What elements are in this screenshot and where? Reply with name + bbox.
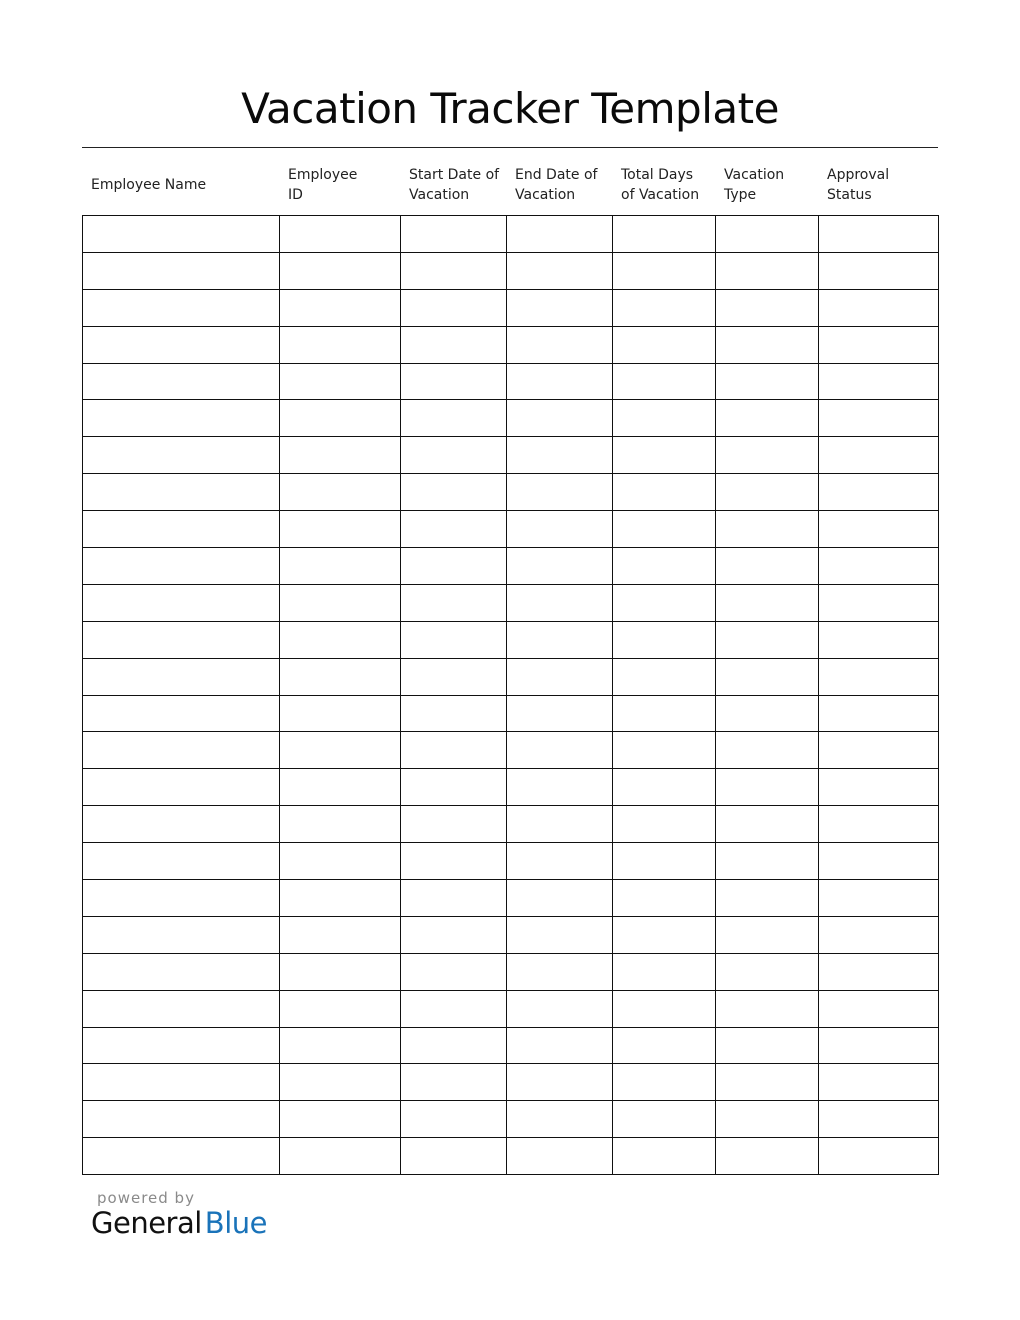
cell-total-days[interactable] — [613, 363, 716, 400]
cell-approval-status[interactable] — [819, 548, 939, 585]
table-row — [83, 216, 939, 253]
cell-vacation-type[interactable] — [716, 806, 819, 843]
cell-employee-name[interactable] — [83, 695, 280, 732]
cell-employee-id[interactable] — [280, 1064, 401, 1101]
cell-approval-status[interactable] — [819, 1101, 939, 1138]
table-row — [83, 1138, 939, 1175]
cell-vacation-type[interactable] — [716, 1138, 819, 1175]
cell-approval-status[interactable] — [819, 216, 939, 253]
header-text: Employee — [288, 167, 358, 183]
cell-total-days[interactable] — [613, 1027, 716, 1064]
cell-employee-name[interactable] — [83, 548, 280, 585]
header-text: Type — [724, 187, 757, 203]
cell-employee-id[interactable] — [280, 437, 401, 474]
cell-approval-status[interactable] — [819, 916, 939, 953]
table-row — [83, 1101, 939, 1138]
cell-start-date[interactable] — [401, 1138, 507, 1175]
table-row — [83, 400, 939, 437]
cell-employee-id[interactable] — [280, 843, 401, 880]
cell-end-date[interactable] — [507, 548, 613, 585]
cell-approval-status[interactable] — [819, 1138, 939, 1175]
table-row — [83, 363, 939, 400]
cell-start-date[interactable] — [401, 658, 507, 695]
cell-approval-status[interactable] — [819, 732, 939, 769]
cell-approval-status[interactable] — [819, 474, 939, 511]
cell-total-days[interactable] — [613, 953, 716, 990]
powered-by-text: powered by — [97, 1189, 195, 1207]
cell-start-date[interactable] — [401, 1064, 507, 1101]
cell-employee-name[interactable] — [83, 584, 280, 621]
cell-total-days[interactable] — [613, 216, 716, 253]
cell-vacation-type[interactable] — [716, 511, 819, 548]
cell-start-date[interactable] — [401, 1101, 507, 1138]
table-row — [83, 621, 939, 658]
cell-end-date[interactable] — [507, 216, 613, 253]
table-header — [82, 160, 938, 210]
cell-employee-name[interactable] — [83, 990, 280, 1027]
header-text: Vacation — [724, 167, 785, 183]
cell-vacation-type[interactable] — [716, 363, 819, 400]
header-text: of Vacation — [621, 187, 700, 203]
cell-total-days[interactable] — [613, 843, 716, 880]
cell-employee-id[interactable] — [280, 1101, 401, 1138]
logo-general: General — [91, 1206, 202, 1240]
logo-blue: Blue — [204, 1206, 267, 1240]
cell-start-date[interactable] — [401, 252, 507, 289]
cell-end-date[interactable] — [507, 658, 613, 695]
cell-approval-status[interactable] — [819, 843, 939, 880]
cell-start-date[interactable] — [401, 916, 507, 953]
cell-total-days[interactable] — [613, 474, 716, 511]
cell-total-days[interactable] — [613, 252, 716, 289]
cell-employee-id[interactable] — [280, 732, 401, 769]
cell-end-date[interactable] — [507, 621, 613, 658]
cell-start-date[interactable] — [401, 806, 507, 843]
cell-approval-status[interactable] — [819, 326, 939, 363]
cell-employee-id[interactable] — [280, 252, 401, 289]
cell-employee-id[interactable] — [280, 880, 401, 917]
cell-start-date[interactable] — [401, 289, 507, 326]
cell-employee-name[interactable] — [83, 474, 280, 511]
cell-end-date[interactable] — [507, 732, 613, 769]
cell-employee-name[interactable] — [83, 880, 280, 917]
cell-total-days[interactable] — [613, 695, 716, 732]
cell-employee-id[interactable] — [280, 326, 401, 363]
cell-total-days[interactable] — [613, 1064, 716, 1101]
cell-start-date[interactable] — [401, 548, 507, 585]
cell-total-days[interactable] — [613, 769, 716, 806]
cell-start-date[interactable] — [401, 953, 507, 990]
cell-employee-name[interactable] — [83, 252, 280, 289]
cell-start-date[interactable] — [401, 880, 507, 917]
table-row — [83, 953, 939, 990]
cell-employee-name[interactable] — [83, 1027, 280, 1064]
cell-vacation-type[interactable] — [716, 990, 819, 1027]
cell-employee-id[interactable] — [280, 621, 401, 658]
cell-end-date[interactable] — [507, 474, 613, 511]
cell-employee-name[interactable] — [83, 658, 280, 695]
cell-employee-id[interactable] — [280, 806, 401, 843]
table-row — [83, 843, 939, 880]
cell-total-days[interactable] — [613, 990, 716, 1027]
cell-employee-id[interactable] — [280, 658, 401, 695]
cell-vacation-type[interactable] — [716, 658, 819, 695]
cell-approval-status[interactable] — [819, 1064, 939, 1101]
table-row — [83, 769, 939, 806]
table-row — [83, 252, 939, 289]
table-row — [83, 880, 939, 917]
cell-approval-status[interactable] — [819, 511, 939, 548]
cell-employee-id[interactable] — [280, 953, 401, 990]
cell-vacation-type[interactable] — [716, 252, 819, 289]
cell-end-date[interactable] — [507, 1101, 613, 1138]
cell-employee-id[interactable] — [280, 216, 401, 253]
cell-vacation-type[interactable] — [716, 732, 819, 769]
cell-approval-status[interactable] — [819, 363, 939, 400]
cell-vacation-type[interactable] — [716, 326, 819, 363]
header-text: Start Date of — [409, 167, 500, 183]
column-header-vacation-type — [724, 160, 824, 210]
table-row — [83, 695, 939, 732]
cell-approval-status[interactable] — [819, 252, 939, 289]
cell-employee-id[interactable] — [280, 511, 401, 548]
cell-approval-status[interactable] — [819, 1027, 939, 1064]
table-row — [83, 326, 939, 363]
cell-total-days[interactable] — [613, 1101, 716, 1138]
table-row — [83, 289, 939, 326]
cell-employee-name[interactable] — [83, 326, 280, 363]
cell-start-date[interactable] — [401, 1027, 507, 1064]
table-row — [83, 511, 939, 548]
cell-approval-status[interactable] — [819, 880, 939, 917]
cell-approval-status[interactable] — [819, 437, 939, 474]
cell-employee-name[interactable] — [83, 769, 280, 806]
table-row — [83, 732, 939, 769]
cell-end-date[interactable] — [507, 769, 613, 806]
cell-start-date[interactable] — [401, 732, 507, 769]
cell-vacation-type[interactable] — [716, 916, 819, 953]
cell-start-date[interactable] — [401, 474, 507, 511]
title-divider — [82, 147, 938, 148]
cell-end-date[interactable] — [507, 880, 613, 917]
table-row — [83, 916, 939, 953]
cell-employee-name[interactable] — [83, 732, 280, 769]
cell-employee-id[interactable] — [280, 289, 401, 326]
cell-employee-id[interactable] — [280, 474, 401, 511]
cell-start-date[interactable] — [401, 695, 507, 732]
table-row — [83, 658, 939, 695]
table-row — [83, 990, 939, 1027]
cell-approval-status[interactable] — [819, 695, 939, 732]
cell-employee-name[interactable] — [83, 843, 280, 880]
cell-start-date[interactable] — [401, 400, 507, 437]
cell-employee-name[interactable] — [83, 437, 280, 474]
table-row — [83, 548, 939, 585]
cell-end-date[interactable] — [507, 400, 613, 437]
cell-start-date[interactable] — [401, 621, 507, 658]
cell-total-days[interactable] — [613, 658, 716, 695]
cell-start-date[interactable] — [401, 511, 507, 548]
header-text: Employee Name — [91, 177, 207, 193]
cell-end-date[interactable] — [507, 289, 613, 326]
cell-employee-name[interactable] — [83, 953, 280, 990]
cell-employee-name[interactable] — [83, 1101, 280, 1138]
header-text: End Date of — [515, 167, 598, 183]
cell-end-date[interactable] — [507, 806, 613, 843]
column-header-start-date — [409, 160, 509, 210]
cell-vacation-type[interactable] — [716, 437, 819, 474]
cell-end-date[interactable] — [507, 437, 613, 474]
cell-total-days[interactable] — [613, 289, 716, 326]
cell-approval-status[interactable] — [819, 769, 939, 806]
cell-start-date[interactable] — [401, 437, 507, 474]
cell-total-days[interactable] — [613, 1138, 716, 1175]
cell-employee-id[interactable] — [280, 769, 401, 806]
cell-total-days[interactable] — [613, 326, 716, 363]
table-body — [83, 216, 939, 1175]
header-text: Status — [827, 187, 872, 203]
cell-employee-name[interactable] — [83, 216, 280, 253]
cell-employee-name[interactable] — [83, 1064, 280, 1101]
cell-start-date[interactable] — [401, 990, 507, 1027]
cell-end-date[interactable] — [507, 326, 613, 363]
header-text: Total Days — [621, 167, 694, 183]
cell-end-date[interactable] — [507, 843, 613, 880]
cell-end-date[interactable] — [507, 511, 613, 548]
cell-employee-id[interactable] — [280, 1027, 401, 1064]
cell-vacation-type[interactable] — [716, 474, 819, 511]
cell-approval-status[interactable] — [819, 806, 939, 843]
cell-end-date[interactable] — [507, 916, 613, 953]
column-header-total-days — [621, 160, 721, 210]
cell-approval-status[interactable] — [819, 990, 939, 1027]
cell-employee-id[interactable] — [280, 363, 401, 400]
cell-total-days[interactable] — [613, 806, 716, 843]
cell-end-date[interactable] — [507, 252, 613, 289]
cell-vacation-type[interactable] — [716, 289, 819, 326]
cell-employee-name[interactable] — [83, 289, 280, 326]
header-text: Vacation — [515, 187, 576, 203]
cell-total-days[interactable] — [613, 916, 716, 953]
cell-employee-id[interactable] — [280, 916, 401, 953]
cell-total-days[interactable] — [613, 732, 716, 769]
cell-employee-id[interactable] — [280, 695, 401, 732]
cell-employee-id[interactable] — [280, 400, 401, 437]
cell-employee-id[interactable] — [280, 584, 401, 621]
cell-vacation-type[interactable] — [716, 880, 819, 917]
cell-end-date[interactable] — [507, 1138, 613, 1175]
cell-vacation-type[interactable] — [716, 1027, 819, 1064]
header-text: ID — [288, 187, 303, 203]
cell-approval-status[interactable] — [819, 289, 939, 326]
generalblue-logo — [91, 1206, 267, 1240]
cell-vacation-type[interactable] — [716, 1064, 819, 1101]
column-header-approval-status — [827, 160, 937, 210]
cell-employee-id[interactable] — [280, 548, 401, 585]
cell-approval-status[interactable] — [819, 400, 939, 437]
table-row — [83, 806, 939, 843]
cell-vacation-type[interactable] — [716, 769, 819, 806]
cell-end-date[interactable] — [507, 1027, 613, 1064]
cell-approval-status[interactable] — [819, 658, 939, 695]
cell-start-date[interactable] — [401, 326, 507, 363]
cell-start-date[interactable] — [401, 843, 507, 880]
cell-total-days[interactable] — [613, 621, 716, 658]
cell-vacation-type[interactable] — [716, 695, 819, 732]
cell-end-date[interactable] — [507, 953, 613, 990]
cell-total-days[interactable] — [613, 880, 716, 917]
cell-end-date[interactable] — [507, 990, 613, 1027]
cell-employee-name[interactable] — [83, 400, 280, 437]
cell-approval-status[interactable] — [819, 584, 939, 621]
cell-total-days[interactable] — [613, 437, 716, 474]
cell-vacation-type[interactable] — [716, 1101, 819, 1138]
page-title: Vacation Tracker Template — [241, 84, 779, 133]
cell-vacation-type[interactable] — [716, 584, 819, 621]
table-row — [83, 437, 939, 474]
cell-employee-id[interactable] — [280, 1138, 401, 1175]
table-row — [83, 1027, 939, 1064]
cell-end-date[interactable] — [507, 1064, 613, 1101]
cell-end-date[interactable] — [507, 363, 613, 400]
cell-total-days[interactable] — [613, 511, 716, 548]
cell-vacation-type[interactable] — [716, 953, 819, 990]
table-row — [83, 1064, 939, 1101]
cell-employee-name[interactable] — [83, 621, 280, 658]
cell-start-date[interactable] — [401, 584, 507, 621]
column-header-end-date — [515, 160, 615, 210]
cell-vacation-type[interactable] — [716, 548, 819, 585]
cell-end-date[interactable] — [507, 695, 613, 732]
cell-employee-name[interactable] — [83, 511, 280, 548]
cell-start-date[interactable] — [401, 363, 507, 400]
cell-employee-name[interactable] — [83, 806, 280, 843]
cell-total-days[interactable] — [613, 584, 716, 621]
cell-employee-name[interactable] — [83, 363, 280, 400]
cell-total-days[interactable] — [613, 548, 716, 585]
column-header-employee-id — [288, 160, 403, 210]
cell-start-date[interactable] — [401, 216, 507, 253]
cell-vacation-type[interactable] — [716, 400, 819, 437]
table-row — [83, 474, 939, 511]
cell-start-date[interactable] — [401, 769, 507, 806]
cell-vacation-type[interactable] — [716, 621, 819, 658]
vacation-table — [82, 215, 939, 1175]
cell-vacation-type[interactable] — [716, 216, 819, 253]
cell-employee-name[interactable] — [83, 1138, 280, 1175]
cell-approval-status[interactable] — [819, 953, 939, 990]
cell-vacation-type[interactable] — [716, 843, 819, 880]
cell-end-date[interactable] — [507, 584, 613, 621]
cell-employee-id[interactable] — [280, 990, 401, 1027]
cell-total-days[interactable] — [613, 400, 716, 437]
cell-employee-name[interactable] — [83, 916, 280, 953]
header-text: Approval — [827, 167, 890, 183]
header-text: Vacation — [409, 187, 470, 203]
table-row — [83, 584, 939, 621]
column-header-employee-name — [91, 160, 281, 210]
cell-approval-status[interactable] — [819, 621, 939, 658]
